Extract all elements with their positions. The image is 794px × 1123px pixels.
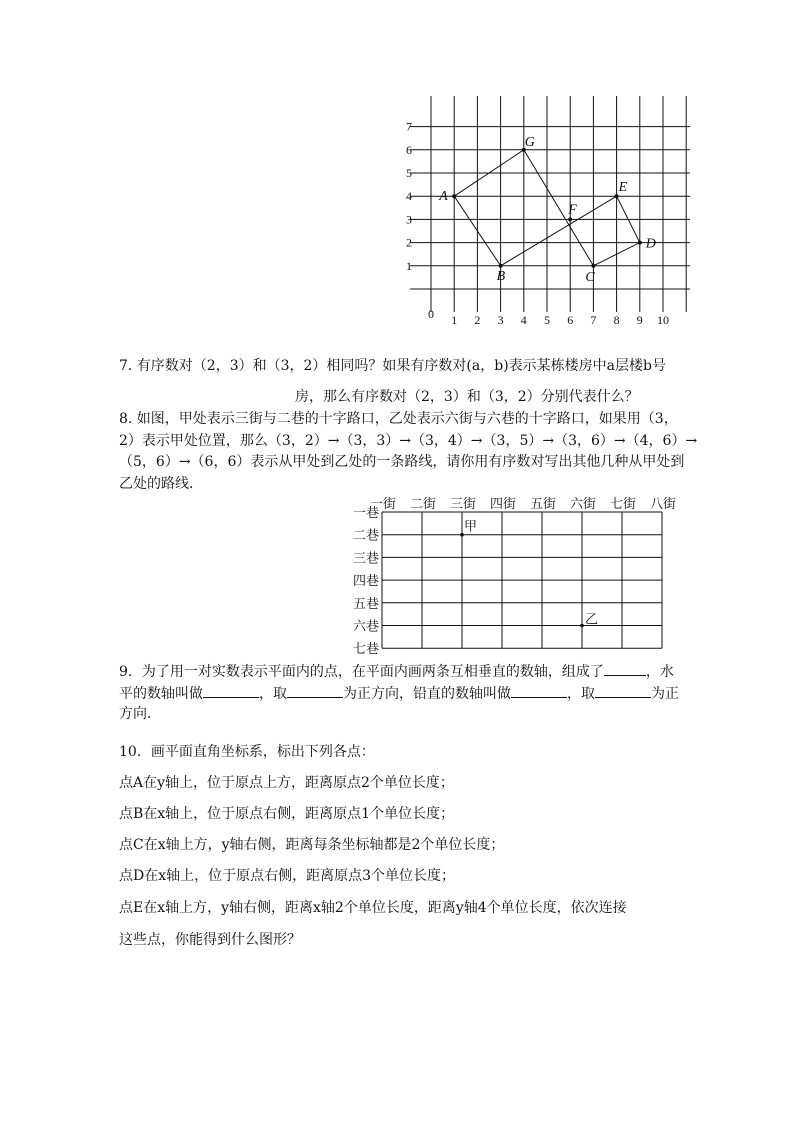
point-C-label: C [585,269,595,285]
street-label: 六街 [570,496,597,511]
street-grid [382,512,662,648]
answer-blank[interactable] [595,683,651,698]
x-tick-label: 2 [474,313,481,327]
q10-line: 点C在x轴上方，y轴右侧，距离每条坐标轴都是2个单位长度； [119,837,505,853]
axis-tick-labels [406,120,669,327]
point-F-dot [568,217,572,221]
street-label: 三街 [450,496,477,511]
q10-title: 10．画平面直角坐标系，标出下列各点： [119,744,375,760]
edge-GC [524,150,594,266]
q10-line: 点B在x轴上，位于原点右侧，距离原点1个单位长度； [119,806,455,822]
y-tick-label: 7 [406,119,412,134]
answer-blank[interactable] [203,683,259,698]
coordinate-figure [400,90,690,335]
q10-line: 点E在x轴上方，y轴右侧，距离x轴2个单位长度，距离y轴4个单位长度，依次连接 [119,900,627,916]
point-B-label: B [496,268,506,284]
y-tick-label: 2 [406,235,412,250]
answer-blank[interactable] [604,661,646,676]
lane-label: 三巷 [353,550,380,566]
street-label: 七街 [610,496,637,511]
y-tick-label: 6 [406,142,412,157]
point-C-dot [591,264,595,268]
x-tick-label: 7 [590,313,597,327]
y-tick-label: 1 [406,258,412,273]
edge-EB [501,196,617,266]
q8-line3: （5，6）→（6，6）表示从甲处到乙处的一条路线，请你用有序数对写出其他几种从甲处到 [119,454,685,470]
q8-line4: 乙处的路线． [119,476,203,492]
q9-line2: 平的数轴叫做 ，取 为正方向，铅直的数轴叫做 ，取 为正 [119,683,679,704]
street-label: 一街 [370,496,397,511]
origin-label: 0 [428,307,434,321]
y-tick-label: 4 [406,189,412,204]
q8-line2: 2）表示甲处位置，那么（3，2）→（3，3）→（3，4）→（3，5）→（3，6）→（4，6）→ [119,433,698,449]
answer-blank[interactable] [511,683,567,698]
street-labels [370,496,676,511]
lane-label: 五巷 [353,595,380,611]
x-tick-label: 9 [636,313,643,327]
y-tick-label: 5 [406,166,412,180]
point-A-label: A [439,189,448,205]
q9-line1: 9．为了用一对实数表示平面内的点，在平面内画两条互相垂直的数轴，组成了 ，水 [119,661,674,682]
q7-line2: 房，那么有序数对（2，3）和（3，2）分别代表什么？ [295,389,639,405]
point-E-label: E [618,180,628,196]
yi-dot [580,624,584,628]
answer-blank[interactable] [287,683,343,698]
lane-label: 四巷 [353,573,380,589]
jia-label: 甲 [464,518,478,534]
x-tick-label: 1 [451,313,458,327]
lane-label: 七巷 [353,641,380,657]
q10-line: 点A在y轴上，位于原点上方，距离原点2个单位长度； [119,775,454,791]
lane-label: 一巷 [353,505,380,520]
q7-line1: 7. 有序数对（2，3）和（3，2）相同吗？如果有序数对(a，b)表示某栋楼房中a层楼b号 [119,358,666,374]
x-tick-label: 5 [544,313,550,327]
lane-label: 二巷 [353,527,380,543]
lane-labels [353,505,379,656]
street-map [348,490,688,658]
point-F-label: F [568,202,577,218]
point-B-dot [499,264,503,268]
point-A-dot [452,194,456,198]
q8-line1: 8. 如图，甲处表示三街与二巷的十字路口，乙处表示六街与六巷的十字路口，如果用（3， [119,411,678,427]
q9-line3: 方向． [119,706,161,722]
x-tick-label: 10 [657,313,669,327]
street-label: 五街 [530,496,557,511]
grid-lines [410,96,690,312]
street-label: 八街 [650,496,677,511]
point-D-dot [638,241,642,245]
point-G-label: G [524,134,535,150]
street-label: 二街 [410,496,437,511]
street-label: 四街 [490,496,517,511]
x-tick-label: 3 [497,313,504,327]
q10-line: 这些点，你能得到什么图形？ [119,932,301,948]
x-tick-label: 8 [613,313,620,327]
point-D-label: D [645,236,656,252]
q10-line: 点D在x轴上，位于原点右侧，距离原点3个单位长度； [119,868,456,884]
y-tick-label: 3 [406,212,412,227]
lane-label: 六巷 [353,618,380,634]
x-tick-label: 6 [567,313,574,327]
yi-label: 乙 [585,611,599,627]
x-tick-label: 4 [520,313,527,327]
